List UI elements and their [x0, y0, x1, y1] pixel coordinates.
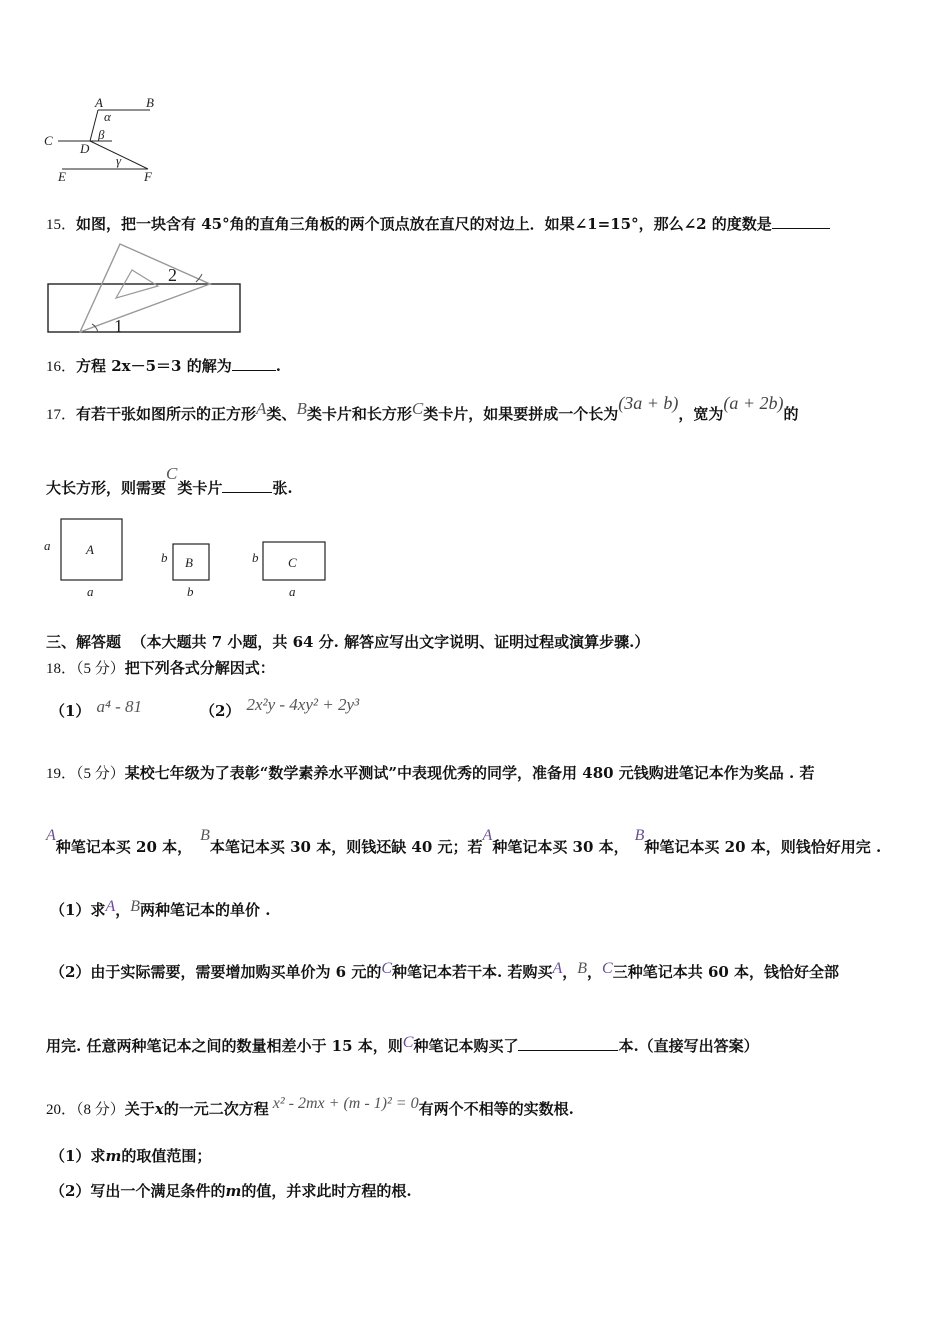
angle-figure: [40, 95, 170, 187]
card-C-label: C: [288, 555, 297, 570]
cards-figure: [40, 514, 340, 606]
section-heading: 三、解答题 （本大题共 7 小题，共 64 分. 解答应写出文字说明、证明过程或演算步骤.）: [46, 633, 650, 651]
angle-2-label: 2: [168, 265, 177, 285]
answer-blank[interactable]: [772, 214, 830, 229]
answer-blank[interactable]: [232, 356, 276, 371]
card-B-side: b: [161, 550, 168, 565]
card-B-label: B: [185, 555, 193, 570]
question-20: 20．（8 分）关于x的一元二次方程 x² - 2mx + (m - 1)² = 0有两个不相等的实数根.: [46, 1095, 574, 1118]
question-19-line-2: A种笔记本买 20 本，B本笔记本买 30 本，则钱还缺 40 元；若A种笔记本买 30 本，B种笔记本买 20 本，则钱恰好用完 .: [46, 827, 882, 856]
card-B-bottom: b: [187, 584, 194, 599]
card-C-bottom: a: [289, 584, 296, 599]
question-17-line-2: 大长方形，则需要C类卡片 张.: [46, 464, 293, 497]
question-19-part-2-line-2: 用完. 任意两种笔记本之间的数量相差小于 15 本，则C种笔记本购买了 本.（直接写出答案）: [46, 1034, 759, 1055]
label-alpha: α: [104, 109, 111, 124]
question-20-part-2: （2）写出一个满足条件的m的值，并求此时方程的根.: [50, 1182, 412, 1200]
label-beta: β: [98, 127, 105, 142]
card-A-label: A: [86, 542, 94, 557]
question-19-part-2: （2）由于实际需要，需要增加购买单价为 6 元的C种笔记本若干本. 若购买A，B，C三种笔记本共 60 本，钱恰好全部: [50, 960, 840, 981]
ruler-triangle-figure: [46, 240, 246, 336]
label-C: C: [44, 133, 53, 148]
question-18: 18．（5 分）把下列各式分解因式：: [46, 659, 275, 677]
label-E: E: [58, 169, 66, 184]
label-F: F: [144, 169, 152, 184]
question-20-part-1: （1）求m的取值范围；: [50, 1147, 212, 1165]
angle-1-label: 1: [114, 316, 123, 336]
label-B: B: [146, 95, 154, 110]
question-18-part-2: （2） 2x²y - 4xy² + 2y³: [200, 695, 360, 720]
label-A: A: [95, 95, 103, 110]
answer-blank[interactable]: [518, 1036, 618, 1051]
label-gamma: γ: [116, 153, 122, 168]
question-18-part-1: （1） a⁴ - 81: [50, 697, 143, 720]
question-19: 19．（5 分）某校七年级为了表彰“数学素养水平测试”中表现优秀的同学，准备用 480 元钱购进笔记本作为奖品 . 若: [46, 764, 815, 782]
question-16: 16．方程 2x－5＝3 的解为 .: [46, 357, 281, 375]
question-19-part-1: （1）求A，B两种笔记本的单价 .: [50, 898, 271, 919]
question-15: 15．如图，把一块含有 45°角的直角三角板的两个顶点放在直尺的对边上．如果∠1=15°，那么∠2 的度数是: [46, 213, 830, 234]
question-17: 17．有若干张如图所示的正方形A类、B类卡片和长方形C类卡片，如果要拼成一个长为(3a + b)，宽为(a + 2b)的: [46, 393, 799, 423]
card-C-side: b: [252, 550, 259, 565]
label-D: D: [80, 141, 90, 156]
card-A-side: a: [44, 538, 51, 553]
card-A-bottom: a: [87, 584, 94, 599]
answer-blank[interactable]: [222, 478, 272, 493]
